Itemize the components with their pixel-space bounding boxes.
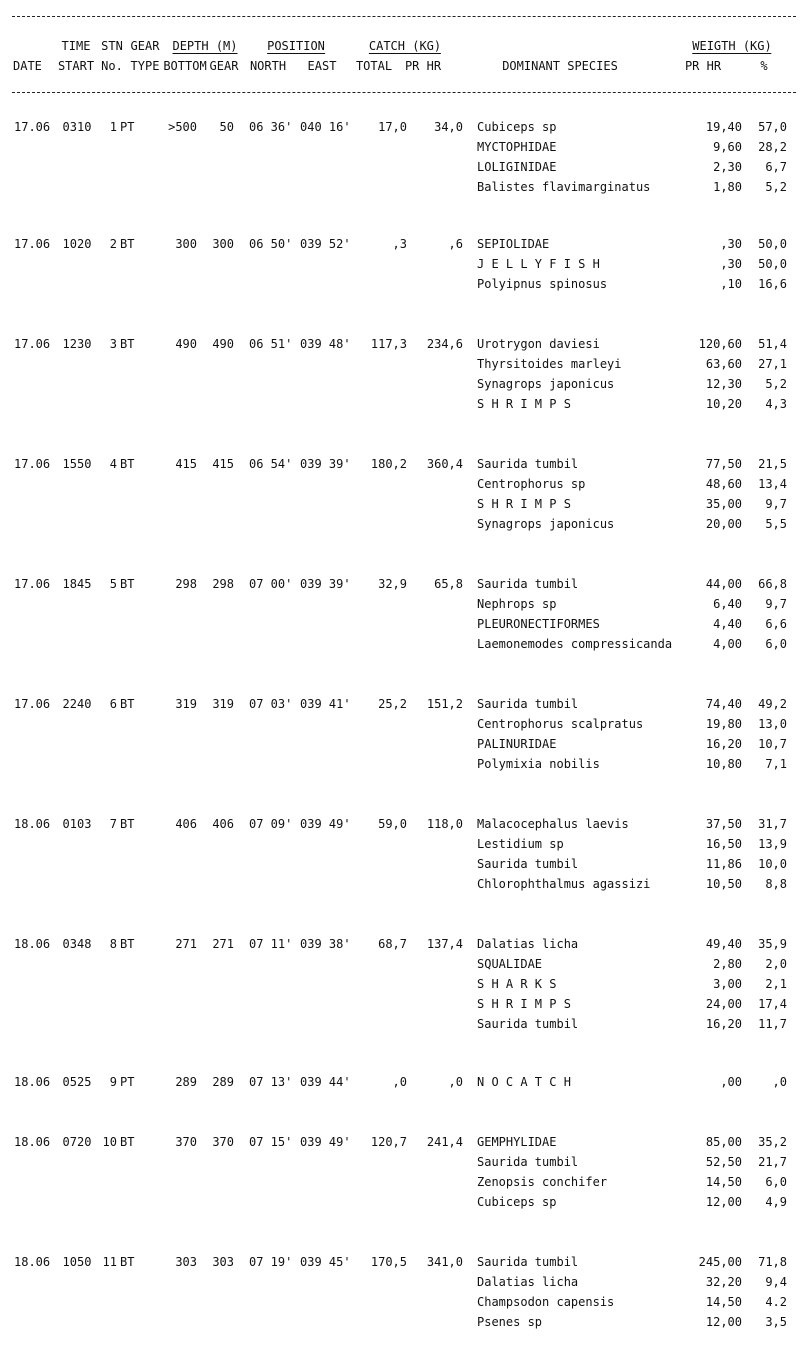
station-number: 4 [109,457,117,471]
species-weight-prhr: 44,00 [705,577,742,591]
station-gear-type: BT [120,937,135,951]
station-depth-gear: 370 [212,1135,234,1149]
species-weight-percent: 6,0 [765,637,787,651]
station-catch-prhr: 151,2 [426,697,463,711]
station-catch-prhr: 118,0 [426,817,463,831]
station-east: 039 49' [300,817,351,831]
station-catch-total: 120,7 [370,1135,407,1149]
station-east: 039 41' [300,697,351,711]
hdr-stn-bottom: No. [101,59,123,73]
station-east: 039 38' [300,937,351,951]
species-name: Malacocephalus laevis [477,817,629,831]
species-weight-prhr: 74,40 [705,697,742,711]
species-name: Nephrops sp [477,597,557,611]
station-catch-prhr: 234,6 [426,337,463,351]
species-name: Balistes flavimarginatus [477,180,651,194]
species-weight-prhr: 10,80 [705,757,742,771]
station-number: 11 [102,1255,117,1269]
species-name: S H A R K S [477,977,557,991]
station-catch-total: 117,3 [370,337,407,351]
species-weight-percent: 17,4 [758,997,787,1011]
species-weight-prhr: 20,00 [705,517,742,531]
species-name: PALINURIDAE [477,737,557,751]
species-weight-percent: 49,2 [758,697,787,711]
species-name: S H R I M P S [477,497,571,511]
station-time: 1050 [62,1255,92,1269]
species-weight-percent: 6,0 [765,1175,787,1189]
station-gear-type: BT [120,817,135,831]
species-weight-percent: 71,8 [758,1255,787,1269]
station-north: 06 50' [249,237,293,251]
species-name: Dalatias licha [477,1275,579,1289]
species-weight-prhr: 3,00 [713,977,742,991]
species-weight-percent: 10,7 [758,737,787,751]
species-name: MYCTOPHIDAE [477,140,557,154]
hdr-north: NORTH [249,59,287,73]
station-time: 0348 [62,937,92,951]
station-date: 18.06 [14,937,51,951]
species-name: SEPIOLIDAE [477,237,550,251]
species-weight-percent: 11,7 [758,1017,787,1031]
species-weight-percent: 10,0 [758,857,787,871]
species-name: Laemonemodes compressicanda [477,637,673,651]
hdr-date: DATE [13,59,42,73]
hdr-gear-top: GEAR [130,39,160,53]
species-weight-percent: 57,0 [758,120,787,134]
species-weight-prhr: 120,60 [698,337,742,351]
station-depth-gear: 319 [212,697,234,711]
species-weight-prhr: 2,80 [713,957,742,971]
hdr-depth-gear: GEAR [209,59,239,73]
station-date: 18.06 [14,1255,51,1269]
station-date: 17.06 [14,120,51,134]
species-weight-prhr: 19,80 [705,717,742,731]
station-north: 07 11' [249,937,293,951]
species-weight-prhr: 37,50 [705,817,742,831]
species-name: PLEURONECTIFORMES [477,617,600,631]
species-name: Saurida tumbil [477,577,579,591]
station-depth-bottom: 271 [175,937,197,951]
station-catch-total: 170,5 [370,1255,407,1269]
species-weight-prhr: 14,50 [705,1295,742,1309]
station-catch-prhr: 137,4 [426,937,463,951]
station-catch-prhr: ,0 [448,1075,463,1089]
species-name: Lestidium sp [477,837,564,851]
station-time: 1550 [62,457,92,471]
station-depth-bottom: 303 [175,1255,197,1269]
species-weight-prhr: 49,40 [705,937,742,951]
species-name: Urotrygon daviesi [477,337,600,351]
species-weight-percent: 6,6 [765,617,787,631]
station-north: 07 00' [249,577,293,591]
station-catch-prhr: 360,4 [426,457,463,471]
species-weight-prhr: 1,80 [713,180,742,194]
hdr-weigth-prhr: PR HR [684,59,722,73]
species-name: Saurida tumbil [477,1017,579,1031]
station-depth-gear: 406 [212,817,234,831]
station-depth-gear: 271 [212,937,234,951]
station-east: 039 44' [300,1075,351,1089]
species-weight-prhr: 77,50 [705,457,742,471]
station-gear-type: BT [120,237,135,251]
station-depth-bottom: >500 [168,120,197,134]
station-time: 2240 [62,697,92,711]
species-weight-prhr: ,30 [720,257,742,271]
station-depth-bottom: 406 [175,817,197,831]
station-number: 2 [109,237,117,251]
station-north: 07 03' [249,697,293,711]
species-name: Thyrsitoides marleyi [477,357,622,371]
species-weight-prhr: 52,50 [705,1155,742,1169]
species-weight-percent: 50,0 [758,257,787,271]
station-date: 18.06 [14,1075,51,1089]
station-time: 1845 [62,577,92,591]
hdr-catch-group: CATCH (KG) [368,39,442,53]
station-gear-type: BT [120,337,135,351]
station-depth-gear: 303 [212,1255,234,1269]
species-weight-percent: 13,4 [758,477,787,491]
species-weight-percent: 66,8 [758,577,787,591]
hdr-stn-top: STN [101,39,123,53]
species-weight-percent: 27,1 [758,357,787,371]
species-name: GEMPHYLIDAE [477,1135,557,1149]
hdr-weigth-group: WEIGTH (KG) [692,39,772,53]
hdr-weigth-pct: % [760,59,768,73]
station-north: 06 51' [249,337,293,351]
species-name: Saurida tumbil [477,1155,579,1169]
station-date: 17.06 [14,337,51,351]
station-time: 0720 [62,1135,92,1149]
station-time: 0103 [62,817,92,831]
species-name: Centrophorus scalpratus [477,717,644,731]
species-name: Polyipnus spinosus [477,277,608,291]
station-time: 1230 [62,337,92,351]
species-weight-prhr: 245,00 [698,1255,742,1269]
species-name: Dalatias licha [477,937,579,951]
station-north: 06 54' [249,457,293,471]
species-name: Centrophorus sp [477,477,586,491]
species-name: Synagrops japonicus [477,517,615,531]
species-weight-percent: 13,9 [758,837,787,851]
station-time: 0525 [62,1075,92,1089]
hdr-time-top: TIME [61,39,91,53]
station-catch-total: 59,0 [378,817,407,831]
station-gear-type: BT [120,457,135,471]
station-depth-gear: 50 [219,120,234,134]
station-north: 06 36' [249,120,293,134]
species-weight-percent: 4.2 [765,1295,787,1309]
station-date: 18.06 [14,1135,51,1149]
species-weight-prhr: 12,00 [705,1195,742,1209]
station-depth-bottom: 289 [175,1075,197,1089]
station-number: 10 [102,1135,117,1149]
station-catch-total: 17,0 [378,120,407,134]
station-depth-gear: 298 [212,577,234,591]
station-catch-total: ,3 [392,237,407,251]
species-name: S H R I M P S [477,397,571,411]
hdr-time-bottom: START [57,59,95,73]
hdr-gear-bottom: TYPE [130,59,160,73]
species-name: Saurida tumbil [477,457,579,471]
station-date: 17.06 [14,457,51,471]
species-weight-prhr: 16,50 [705,837,742,851]
station-depth-bottom: 319 [175,697,197,711]
header-top-rule [12,16,796,17]
station-number: 8 [109,937,117,951]
species-name: Champsodon capensis [477,1295,615,1309]
station-east: 039 48' [300,337,351,351]
station-gear-type: BT [120,577,135,591]
species-weight-prhr: 19,40 [705,120,742,134]
species-weight-percent: 6,7 [765,160,787,174]
species-name: Saurida tumbil [477,857,579,871]
species-name: LOLIGINIDAE [477,160,557,174]
species-name: Cubiceps sp [477,1195,557,1209]
species-weight-percent: 28,2 [758,140,787,154]
species-weight-percent: 5,2 [765,377,787,391]
hdr-depth-group: DEPTH (M) [172,39,238,53]
station-catch-prhr: 65,8 [434,577,463,591]
hdr-east: EAST [307,59,337,73]
station-date: 17.06 [14,577,51,591]
species-weight-percent: 21,7 [758,1155,787,1169]
station-date: 17.06 [14,237,51,251]
hdr-position-group: POSITION [267,39,325,53]
station-catch-total: ,0 [392,1075,407,1089]
species-weight-prhr: 85,00 [705,1135,742,1149]
species-name: Chlorophthalmus agassizi [477,877,651,891]
station-catch-prhr: ,6 [448,237,463,251]
station-east: 039 52' [300,237,351,251]
species-weight-percent: 21,5 [758,457,787,471]
station-catch-prhr: 341,0 [426,1255,463,1269]
species-weight-percent: 4,3 [765,397,787,411]
station-gear-type: BT [120,1135,135,1149]
species-weight-prhr: 32,20 [705,1275,742,1289]
species-weight-prhr: 24,00 [705,997,742,1011]
species-weight-prhr: ,30 [720,237,742,251]
species-weight-prhr: 48,60 [705,477,742,491]
species-name: S H R I M P S [477,997,571,1011]
station-east: 039 39' [300,577,351,591]
species-weight-percent: 8,8 [765,877,787,891]
species-name: Psenes sp [477,1315,543,1329]
species-weight-percent: 5,2 [765,180,787,194]
station-time: 1020 [62,237,92,251]
species-weight-prhr: 4,40 [713,617,742,631]
station-depth-gear: 415 [212,457,234,471]
station-number: 3 [109,337,117,351]
station-north: 07 09' [249,817,293,831]
species-weight-prhr: 10,50 [705,877,742,891]
species-weight-percent: ,0 [772,1075,787,1089]
species-weight-prhr: 12,30 [705,377,742,391]
species-weight-prhr: 35,00 [705,497,742,511]
station-gear-type: PT [120,1075,135,1089]
species-weight-percent: 35,2 [758,1135,787,1149]
station-depth-bottom: 415 [175,457,197,471]
species-name: Polymixia nobilis [477,757,600,771]
header-bottom-rule [12,92,796,93]
species-weight-prhr: 2,30 [713,160,742,174]
species-weight-percent: 2,1 [765,977,787,991]
species-weight-prhr: 16,20 [705,737,742,751]
station-catch-prhr: 241,4 [426,1135,463,1149]
species-weight-percent: 31,7 [758,817,787,831]
station-depth-bottom: 490 [175,337,197,351]
station-east: 039 49' [300,1135,351,1149]
station-gear-type: BT [120,697,135,711]
species-weight-prhr: 63,60 [705,357,742,371]
station-north: 07 13' [249,1075,293,1089]
station-depth-bottom: 370 [175,1135,197,1149]
species-name: SQUALIDAE [477,957,543,971]
station-gear-type: PT [120,120,135,134]
station-north: 07 19' [249,1255,293,1269]
species-weight-percent: 35,9 [758,937,787,951]
species-weight-prhr: 12,00 [705,1315,742,1329]
hdr-species: DOMINANT SPECIES [502,59,618,73]
station-depth-gear: 300 [212,237,234,251]
station-number: 1 [109,120,117,134]
station-number: 9 [109,1075,117,1089]
species-weight-percent: 3,5 [765,1315,787,1329]
species-weight-prhr: 10,20 [705,397,742,411]
station-north: 07 15' [249,1135,293,1149]
station-east: 040 16' [300,120,351,134]
hdr-depth-bottom: BOTTOM [163,59,207,73]
hdr-catch-total: TOTAL [355,59,393,73]
station-depth-gear: 490 [212,337,234,351]
species-name: N O C A T C H [477,1075,571,1089]
species-weight-prhr: 9,60 [713,140,742,154]
station-number: 5 [109,577,117,591]
station-catch-prhr: 34,0 [434,120,463,134]
station-date: 17.06 [14,697,51,711]
species-weight-percent: 5,5 [765,517,787,531]
station-number: 7 [109,817,117,831]
station-gear-type: BT [120,1255,135,1269]
station-depth-bottom: 300 [175,237,197,251]
station-time: 0310 [62,120,92,134]
species-weight-prhr: 6,40 [713,597,742,611]
species-weight-prhr: 16,20 [705,1017,742,1031]
species-weight-percent: 16,6 [758,277,787,291]
species-weight-percent: 13,0 [758,717,787,731]
species-name: Saurida tumbil [477,1255,579,1269]
species-weight-prhr: 14,50 [705,1175,742,1189]
station-depth-bottom: 298 [175,577,197,591]
station-catch-total: 68,7 [378,937,407,951]
station-catch-total: 25,2 [378,697,407,711]
hdr-catch-prhr: PR HR [404,59,442,73]
species-weight-prhr: 11,86 [705,857,742,871]
station-catch-total: 32,9 [378,577,407,591]
station-east: 039 39' [300,457,351,471]
species-weight-percent: 9,7 [765,497,787,511]
species-weight-percent: 4,9 [765,1195,787,1209]
station-east: 039 45' [300,1255,351,1269]
species-name: J E L L Y F I S H [477,257,600,271]
species-weight-percent: 9,7 [765,597,787,611]
station-catch-total: 180,2 [370,457,407,471]
species-name: Zenopsis conchifer [477,1175,608,1189]
species-weight-percent: 7,1 [765,757,787,771]
station-depth-gear: 289 [212,1075,234,1089]
station-date: 18.06 [14,817,51,831]
species-weight-prhr: 4,00 [713,637,742,651]
station-number: 6 [109,697,117,711]
species-weight-prhr: ,10 [720,277,742,291]
species-weight-prhr: ,00 [720,1075,742,1089]
species-weight-percent: 50,0 [758,237,787,251]
species-weight-percent: 51,4 [758,337,787,351]
species-name: Saurida tumbil [477,697,579,711]
species-weight-percent: 2,0 [765,957,787,971]
species-weight-percent: 9,4 [765,1275,787,1289]
species-name: Cubiceps sp [477,120,557,134]
species-name: Synagrops japonicus [477,377,615,391]
